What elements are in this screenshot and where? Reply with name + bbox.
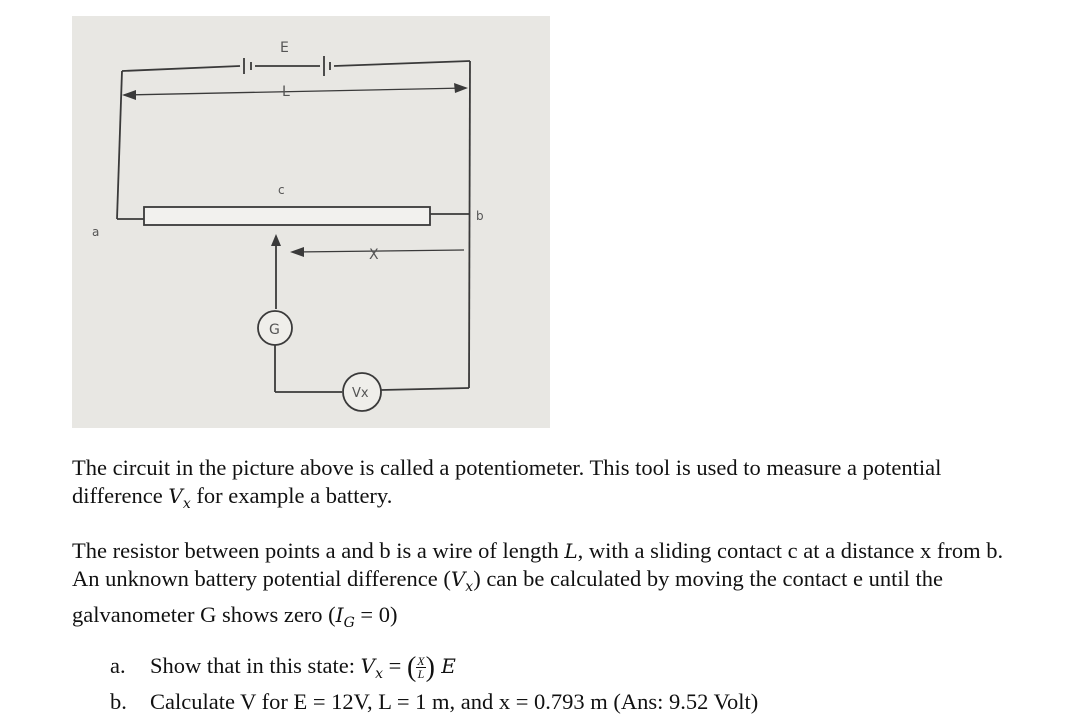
potentiometer-diagram [72,16,550,428]
circuit-figure [72,16,550,428]
bottom-wire-right [381,388,469,390]
list-marker: b. [110,689,127,714]
list-marker: a. [110,653,126,678]
fraction: $\frac{X}{L}$ [417,654,425,682]
label-x: X [369,247,379,263]
length-arrow-left-head [122,90,136,100]
top-wire-left [122,66,240,71]
right-wire [469,61,470,388]
top-wire-right [334,61,470,66]
label-b: b [476,209,484,223]
length-arrow [124,88,466,95]
label-c: c [278,183,285,197]
label-vx: Vx [352,386,369,401]
vx-symbol: $V_x$ [168,484,191,512]
resistor-wire [144,207,430,225]
left-wire [117,71,122,219]
paragraph-intro: The circuit in the picture above is called a potentiometer. This tool is used to measure a potential difference $V_x$ for example a battery. [72,455,942,512]
label-g: G [269,322,280,338]
x-arrow [294,250,464,252]
label-e: E [280,40,289,56]
ig-symbol: $I_G$ [335,603,355,631]
vx-symbol: $V_x$ [450,567,474,595]
l-symbol: L [564,539,578,563]
probe-arrow-head [271,234,281,246]
vx-symbol: $V_x$ [360,654,383,682]
label-l: L [282,84,290,100]
x-arrow-head [290,247,304,257]
label-a: a [92,225,100,239]
length-arrow-right-head [454,83,468,93]
paragraph-description: The resistor between points a and b is a wire of length L, with a sliding contact c at a distance x from b. An unknown battery potential difference $(V_x)$ can be calculated by moving the contact e until the galvanometer G shows zero $(I_G = 0)$ [72,538,1004,631]
